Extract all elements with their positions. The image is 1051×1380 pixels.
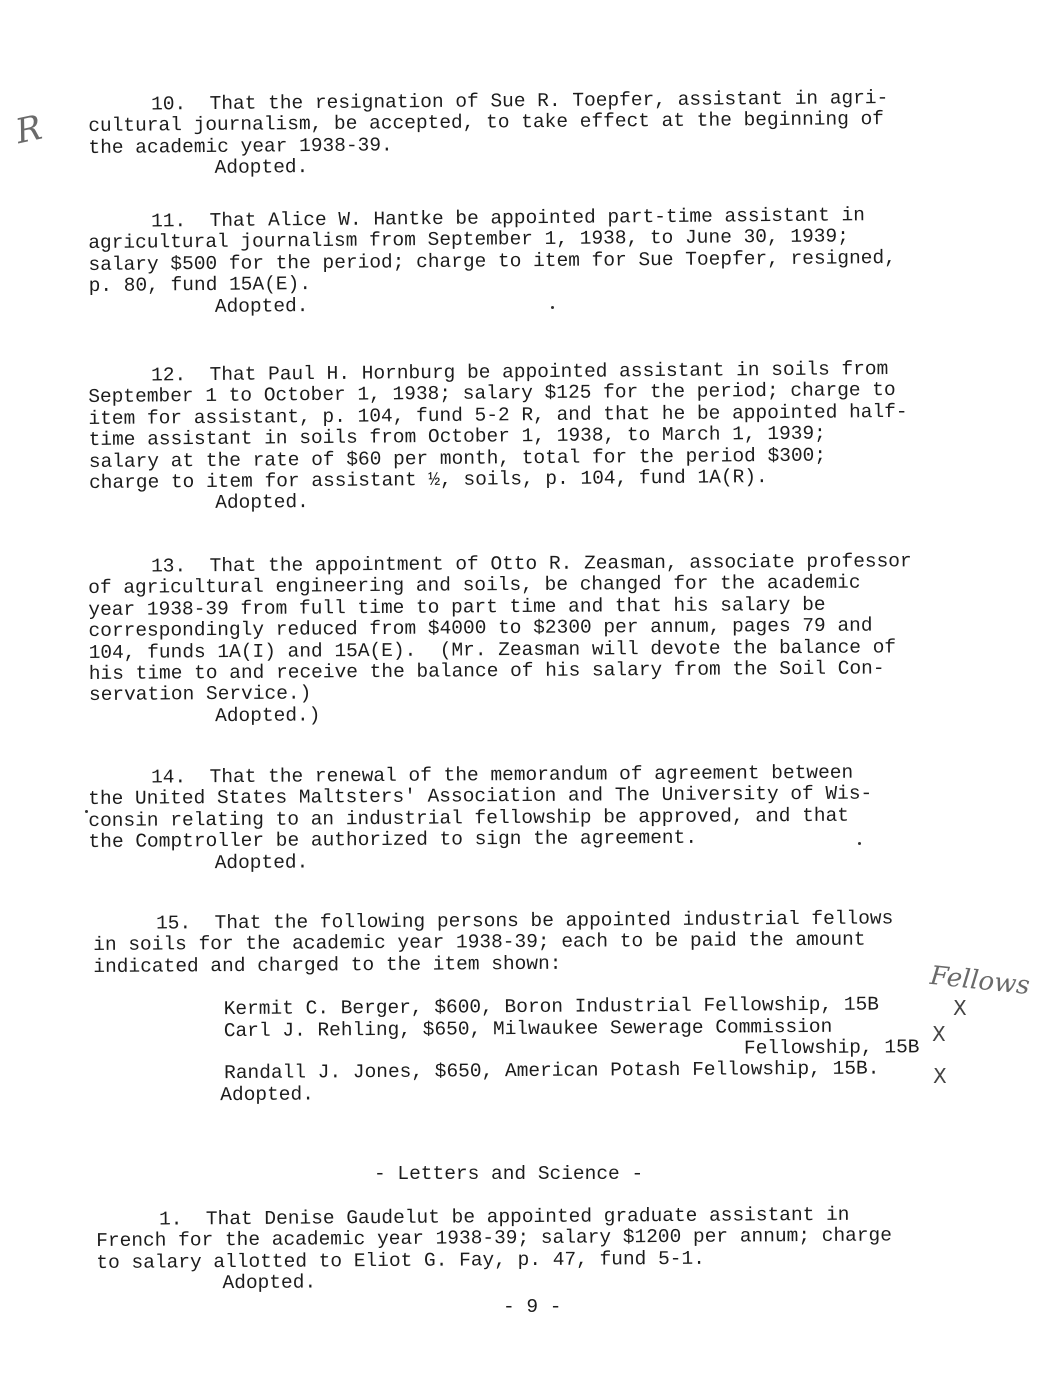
- adopted-label: Adopted.): [215, 704, 321, 727]
- resolution-line: 15. That the following persons be appointed industrial fellows: [155, 907, 894, 935]
- page-number: - 9 -: [503, 1296, 562, 1318]
- fellow-entry: Randall J. Jones, $650, American Potash Fellowship, 15B.: [224, 1057, 880, 1085]
- resolution-line: correspondingly reduced from $4000 to $2300 per annum, pages 79 and: [88, 614, 873, 643]
- adopted-label: Adopted.: [222, 1271, 317, 1295]
- resolution-line: French for the academic year 1938-39; salary $1200 per annum; charge: [96, 1224, 893, 1253]
- resolution-line: consin relating to an industrial fellowship be approved, and that: [88, 804, 850, 832]
- resolution-line: 11. That Alice W. Hantke be appointed part-time assistant in: [150, 204, 865, 233]
- fellow-entry: Kermit C. Berger, $600, Boron Industrial Fellowship, 15B: [223, 993, 880, 1021]
- resolution-line: charge to item for assistant ½, soils, p. 104, fund 1A(R).: [88, 466, 768, 495]
- resolution-13: [88, 551, 979, 728]
- resolution-line: 1. That Denise Gaudelut be appointed graduate assistant in: [158, 1203, 850, 1231]
- resolution-15: [93, 908, 984, 1107]
- adopted-label: Adopted.: [214, 156, 309, 180]
- resolution-line: his time to and receive the balance of his salary from the Soil Con-: [88, 657, 885, 686]
- scan-speck: [858, 842, 861, 845]
- resolution-line: agricultural journalism from September 1, 1938, to June 30, 1939;: [88, 225, 849, 255]
- resolution-line: year 1938-39 from full time to part time and that his salary be: [88, 593, 826, 621]
- margin-initial-mark: R: [12, 107, 46, 153]
- resolution-ls-1: [96, 1204, 987, 1296]
- resolution-10: [88, 87, 979, 180]
- resolution-line: servation Service.): [88, 682, 312, 707]
- section-heading: - Letters and Science -: [374, 1163, 644, 1185]
- resolution-line: 10. That the resignation of Sue R. Toepfer, assistant in agri-: [150, 87, 889, 116]
- resolution-line: 14. That the renewal of the memorandum of agreement between: [150, 761, 854, 789]
- check-x-icon: X: [953, 996, 967, 1020]
- resolution-line: p. 80, fund 15A(E).: [88, 273, 312, 298]
- fellow-entry: Carl J. Rehling, $650, Milwaukee Sewerage Commission: [223, 1015, 833, 1042]
- resolution-line: September 1 to October 1, 1938; salary $125 for the period; charge to: [88, 379, 896, 409]
- resolution-line: item for assistant, p. 104, fund 5-2 R, and that he be appointed half-: [88, 400, 908, 430]
- resolution-line: 104, funds 1A(I) and 15A(E). (Mr. Zeasman will devote the balance of: [88, 635, 897, 664]
- resolution-line: salary $500 for the period; charge to item for Sue Toepfer, resigned,: [88, 246, 896, 276]
- resolution-line: 13. That the appointment of Otto R. Zeasman, associate professor: [150, 550, 912, 578]
- resolution-line: time assistant in soils from October 1, 1938, to March 1, 1939;: [88, 422, 826, 452]
- fellows-handwritten-note: Fellows: [928, 960, 1032, 1002]
- resolution-line: the United States Maltsters' Association and The University of Wis-: [88, 782, 873, 811]
- resolution-12: [88, 358, 979, 516]
- resolution-line: the academic year 1938-39.: [88, 134, 393, 159]
- resolution-line: indicated and charged to the item shown:: [93, 952, 562, 978]
- adopted-label: Adopted.: [220, 1083, 314, 1106]
- fellow-entry-continued: Fellowship, 15B: [743, 1036, 920, 1060]
- resolution-14: [88, 762, 979, 875]
- resolution-line: 12. That Paul H. Hornburg be appointed assistant in soils from: [150, 358, 889, 387]
- check-x-icon: X: [932, 1022, 946, 1046]
- scan-speck: [85, 810, 88, 813]
- check-x-icon: X: [933, 1064, 947, 1088]
- resolution-line: salary at the rate of $60 per month, total for the period $300;: [88, 444, 827, 473]
- resolution-line: in soils for the academic year 1938-39; each to be paid the amount: [93, 929, 866, 957]
- adopted-label: Adopted.: [214, 294, 309, 318]
- resolution-line: to salary allotted to Eliot G. Fay, p. 47, fund 5-1.: [96, 1247, 705, 1274]
- adopted-label: Adopted.: [214, 851, 309, 874]
- resolution-line: cultural journalism, be accepted, to take effect at the beginning of: [88, 108, 885, 138]
- adopted-label: Adopted.: [215, 491, 309, 515]
- fellows-list: [224, 994, 985, 1085]
- resolution-line: of agricultural engineering and soils, be changed for the academic: [88, 572, 861, 600]
- resolution-11: [88, 204, 979, 319]
- resolution-line: the Comptroller be authorized to sign the agreement.: [88, 826, 698, 854]
- scan-speck: [551, 306, 554, 309]
